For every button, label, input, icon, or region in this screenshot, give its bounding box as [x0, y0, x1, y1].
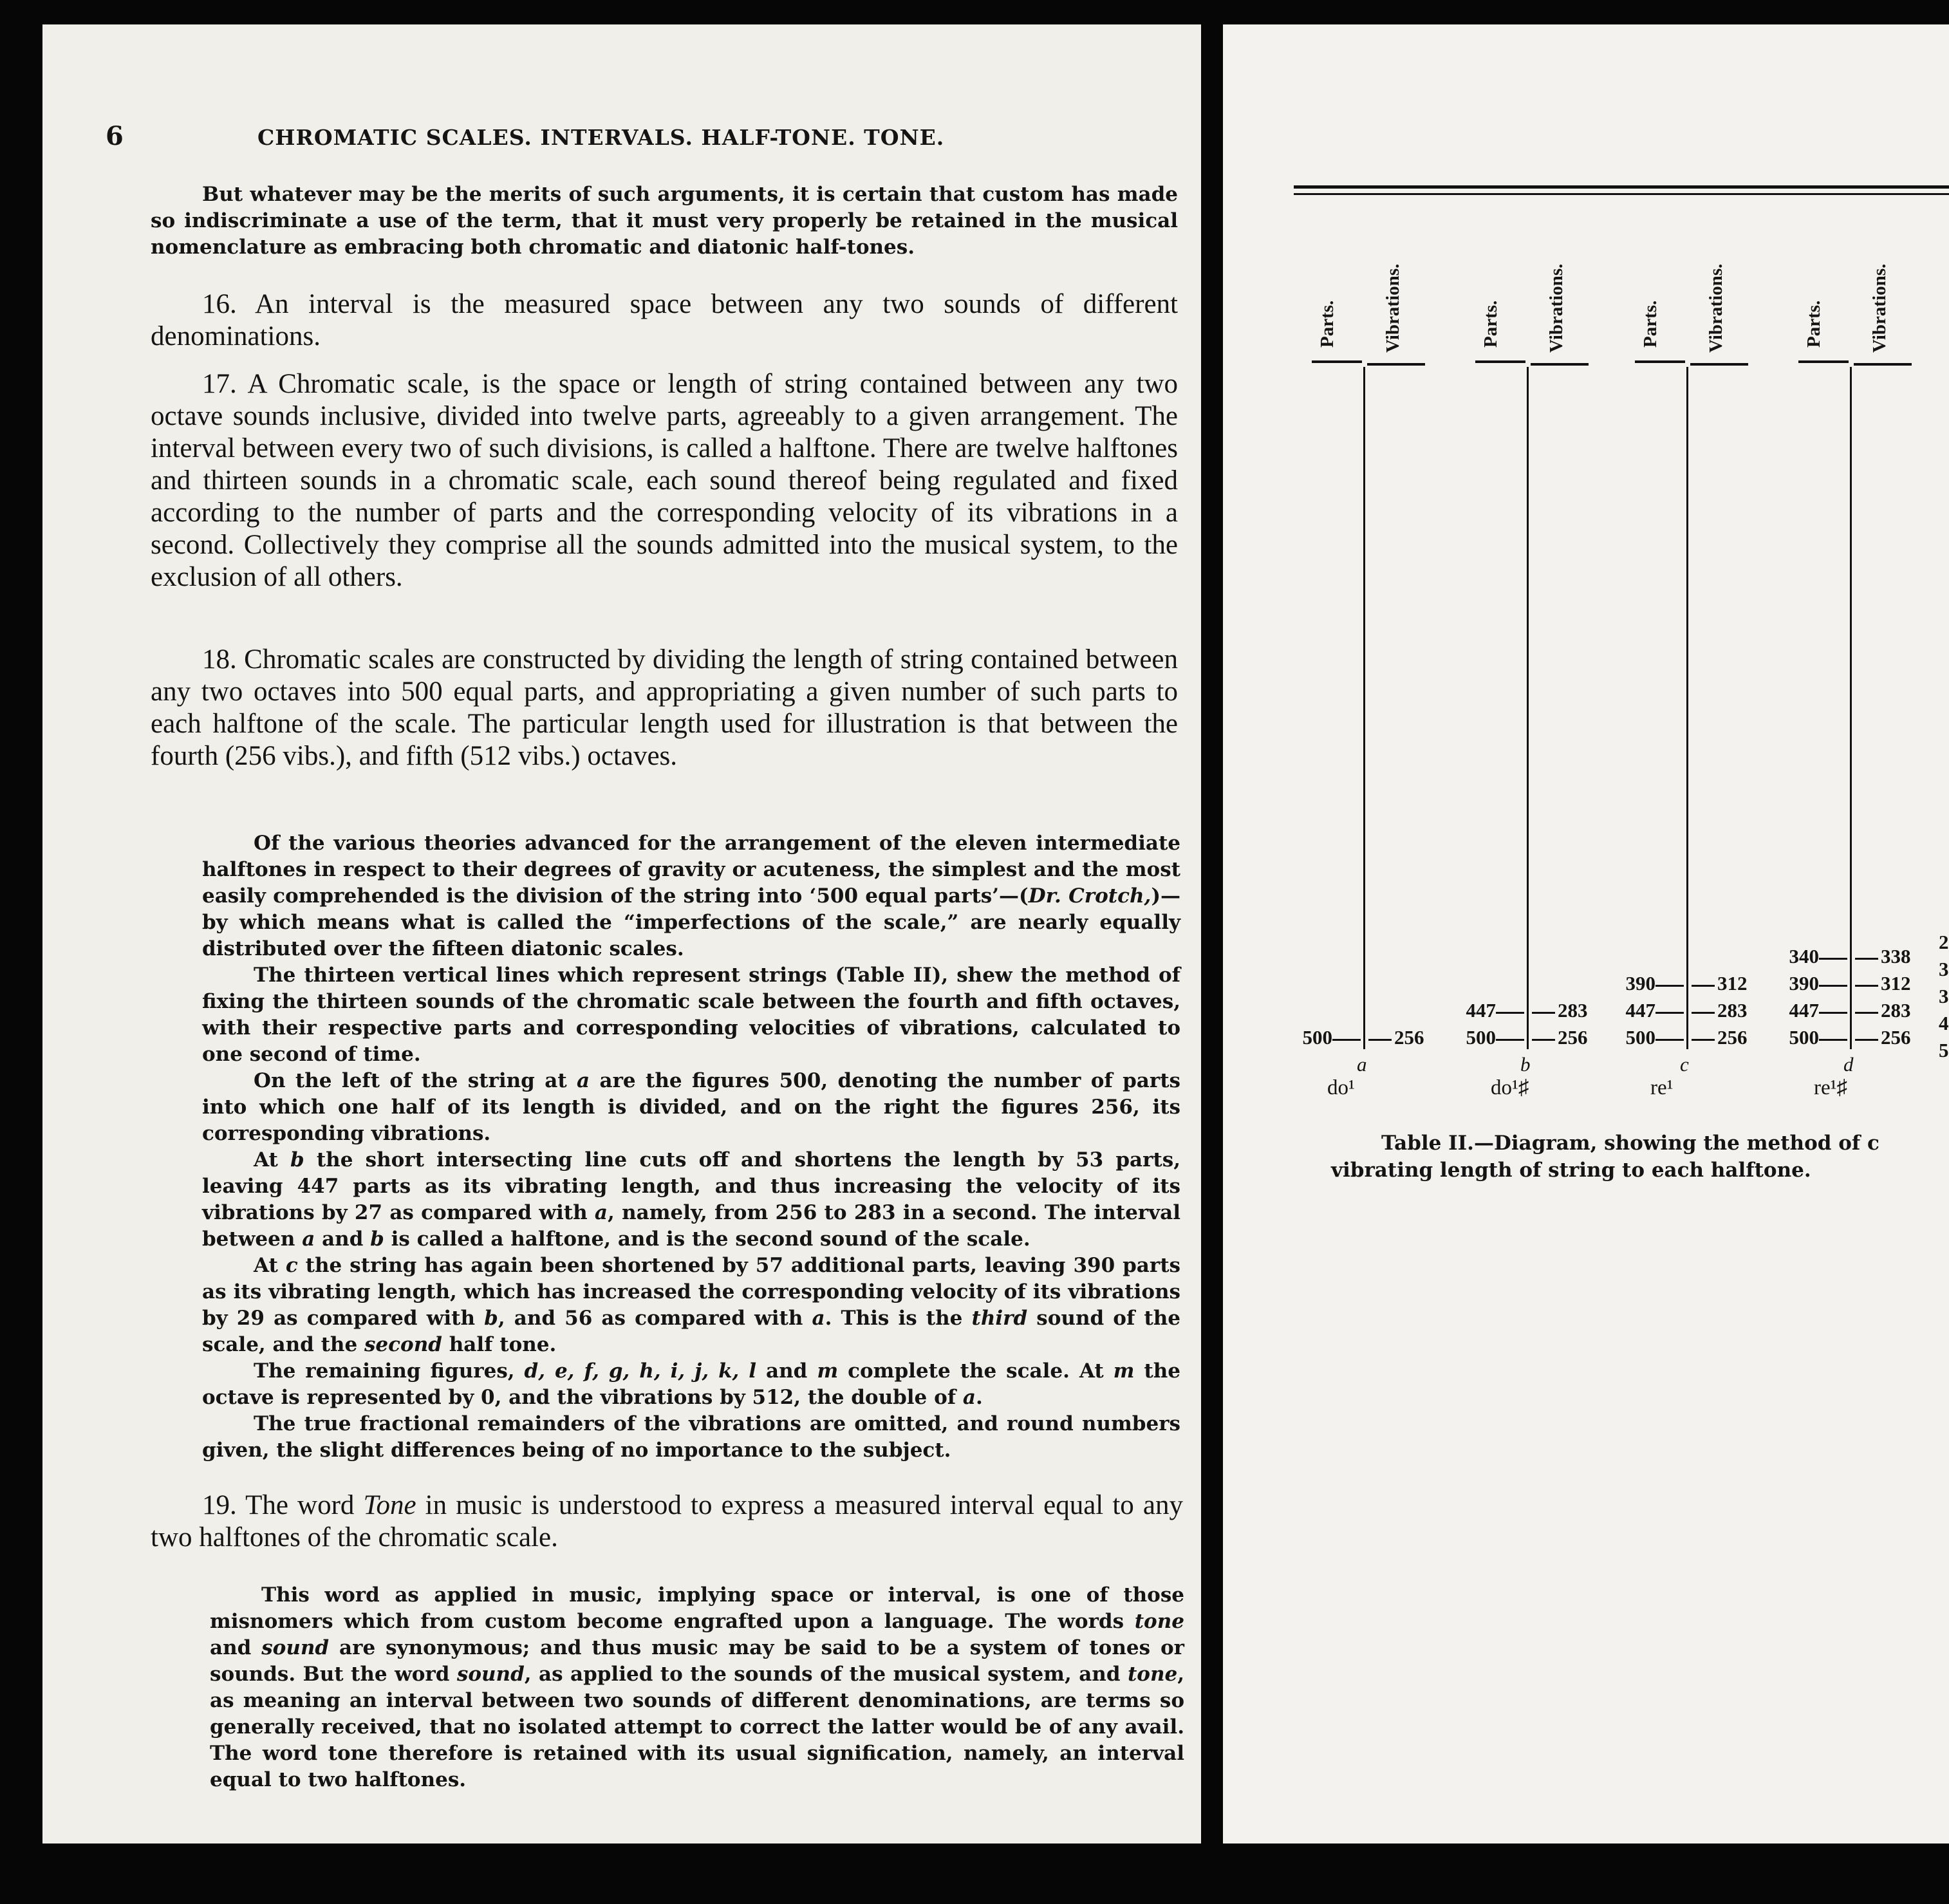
paragraph-18: 18. Chromatic scales are constructed by dividing the length of string contained between any two octaves into 500 equal parts, and appropriating a given number of such parts to each halftone of the scale. The particular length used for illustration is that between the fourth (256 vibs.), and fifth (512 vibs.) octaves. [151, 644, 1178, 771]
paragraph-17: 17. A Chromatic scale, is the space or length of string contained between any two octave sounds inclusive, divided into twelve parts, agreeably to a given arrangement. The interval between every two of such divisions, is called a halftone. There are twelve halftones and thirteen sounds in a chromatic scale, each sound thereof being regulated and fixed according to the number of parts and the corresponding velocity of its vibrations in a second. Collectively they comprise all the sounds admitted into the musical system, to the exclusion of all others. [151, 369, 1178, 592]
parts-value: 500 [1625, 1026, 1655, 1049]
table-caption-line-2: vibrating length of string to each halftone. [1331, 1159, 1811, 1182]
note-label: re¹♯ [1814, 1076, 1848, 1099]
string-line [1686, 367, 1688, 1049]
string-letter: c [1680, 1053, 1689, 1076]
header-tick [1475, 360, 1525, 363]
vib-dash [1692, 985, 1715, 987]
diagram-top-rule-2 [1294, 193, 1949, 195]
header-tick [1312, 360, 1362, 363]
page-number: 6 [106, 121, 124, 151]
header-tick [1531, 363, 1589, 366]
header-tick [1798, 360, 1849, 363]
parts-value: 447 [1789, 999, 1819, 1022]
cut-digit: 5 [1939, 1039, 1949, 1061]
note-fractional: The true fractional remainders of the vibrations are omitted, and round numbers given, the slight differences being of no importance to the subject. [202, 1412, 1180, 1462]
vibrations-value: 312 [1881, 972, 1911, 994]
cut-digit: 3 [1939, 958, 1949, 980]
note-theories: Of the various theories advanced for the arrangement of the eleven intermediate halftones in respect to their degrees of gravity or acuteness, the simplest and the most easily comprehended is the division of the string into ‘500 equal parts’—(Dr. Crotch,)—by which means what is called the “imperfections of the scale,” are nearly equally distributed over the fifteen diatonic scales. [202, 832, 1180, 960]
parts-label: Parts. [1804, 300, 1824, 348]
note-vertical-lines: The thirteen vertical lines which represent strings (Table II), shew the method of fixing the thirteen sounds of the chromatic scale between the fourth and fifth octaves, with their respective parts and corresponding velocities of vibrations, calculated to one second of time. [202, 964, 1180, 1066]
vib-dash [1532, 1039, 1555, 1041]
parts-value: 500 [1466, 1026, 1496, 1049]
string-letter: d [1843, 1053, 1854, 1076]
vibrations-value: 256 [1394, 1026, 1424, 1049]
parts-value: 500 [1789, 1026, 1819, 1049]
parts-value: 340 [1789, 945, 1819, 967]
parts-value: 447 [1466, 999, 1496, 1022]
paragraph-intro: But whatever may be the merits of such arguments, it is certain that custom has made so indiscriminate a use of the term, that it must very properly be retained in the musical nomenclature as embracing both chromatic and diatonic half-tones. [151, 183, 1178, 259]
parts-dash [1496, 1039, 1524, 1041]
string-letter: b [1520, 1053, 1531, 1076]
parts-dash [1819, 958, 1847, 960]
running-head: CHROMATIC SCALES. INTERVALS. HALF-TONE. TONE. [257, 125, 945, 150]
note-string-a: On the left of the string at a are the figures 500, denoting the number of parts into which one half of its length is divided, and on the right the figures 256, its corresponding vibrations. [202, 1069, 1180, 1145]
vibrations-value: 283 [1881, 999, 1911, 1022]
parts-dash [1655, 1012, 1684, 1014]
string-line [1363, 367, 1365, 1049]
vibrations-value: 338 [1881, 945, 1911, 967]
parts-label: Parts. [1480, 300, 1501, 348]
parts-dash [1819, 1039, 1847, 1041]
footnote-block [202, 830, 1180, 1464]
note-tone: This word as applied in music, implying space or interval, is one of those misnomers which from custom become engrafted upon a language. The words tone and sound are synonymous; and thus music may be said to be a system of tones or sounds. But the word sound, as applied to the sounds of the musical system, and tone, as meaning an interval between two sounds of different denominations, are terms so generally received, that no isolated attempt to correct the latter would be of any avail. The word tone therefore is retained with its usual signification, namely, an interval equal to two halftones. [210, 1583, 1185, 1791]
parts-label: Parts. [1317, 300, 1338, 348]
vibrations-label: Vibrations. [1546, 263, 1567, 353]
vibrations-label: Vibrations. [1383, 263, 1403, 353]
parts-value: 447 [1625, 999, 1655, 1022]
vib-dash [1692, 1012, 1715, 1014]
header-tick [1690, 363, 1748, 366]
right-page [1223, 24, 1949, 1843]
string-letter: a [1357, 1053, 1367, 1076]
vib-dash [1855, 958, 1878, 960]
vib-dash [1855, 1012, 1878, 1014]
cut-digit: 2 [1939, 931, 1949, 953]
note-remaining: The remaining figures, d, e, f, g, h, i, j, k, l and m complete the scale. At m the octave is represented by 0, and the vibrations by 512, the double of a. [202, 1359, 1180, 1409]
vib-dash [1692, 1039, 1715, 1041]
vib-dash [1532, 1012, 1555, 1014]
parts-dash [1819, 985, 1847, 987]
note-string-b: At b the short intersecting line cuts off and shortens the length by 53 parts, leaving 447 parts as its vibrating length, and thus increasing the velocity of its vibrations by 27 as compared with a, namely, from 256 to 283 in a second. The interval between a and b is called a halftone, and is the second sound of the scale. [202, 1148, 1181, 1251]
parts-value: 390 [1789, 972, 1819, 994]
paragraph-16: 16. An interval is the measured space between any two sounds of different denominations. [151, 289, 1178, 351]
vibrations-value: 256 [1717, 1026, 1748, 1049]
parts-dash [1332, 1039, 1361, 1041]
cut-digit: 4 [1939, 1012, 1949, 1034]
parts-dash [1819, 1012, 1847, 1014]
vibrations-value: 283 [1558, 999, 1588, 1022]
table-caption-line-1: Table II.—Diagram, showing the method of c [1381, 1132, 1879, 1155]
parts-dash [1655, 1039, 1684, 1041]
parts-value: 390 [1625, 972, 1655, 994]
vibrations-value: 312 [1717, 972, 1748, 994]
paragraph-19: 19. The word Tone in music is understood to express a measured interval equal to any two halftones of the chromatic scale. [151, 1490, 1183, 1553]
header-tick [1367, 363, 1425, 366]
vib-dash [1855, 1039, 1878, 1041]
vibrations-value: 283 [1717, 999, 1748, 1022]
vibrations-label: Vibrations. [1869, 263, 1890, 353]
note-label: do¹♯ [1491, 1076, 1529, 1099]
parts-label: Parts. [1640, 300, 1661, 348]
vibrations-label: Vibrations. [1706, 263, 1726, 353]
note-string-c: At c the string has again been shortened by 57 additional parts, leaving 390 parts as its vibrating length, which has increased the corresponding velocity of its vibrations by 29 as compared with b, and 56 as compared with a. This is the third sound of the scale, and the second half tone. [202, 1254, 1181, 1356]
string-line [1527, 367, 1529, 1049]
header-tick [1635, 360, 1685, 363]
parts-value: 500 [1302, 1026, 1332, 1049]
vibrations-value: 256 [1881, 1026, 1911, 1049]
vibrations-value: 256 [1558, 1026, 1588, 1049]
string-line [1850, 367, 1852, 1049]
parts-dash [1655, 985, 1684, 987]
vib-dash [1855, 985, 1878, 987]
vib-dash [1368, 1039, 1392, 1041]
parts-dash [1496, 1012, 1524, 1014]
cut-digit: 3 [1939, 985, 1949, 1007]
diagram-top-rule [1294, 185, 1949, 189]
note-label: do¹ [1327, 1076, 1355, 1099]
header-tick [1854, 363, 1912, 366]
note-label: re¹ [1650, 1076, 1674, 1099]
